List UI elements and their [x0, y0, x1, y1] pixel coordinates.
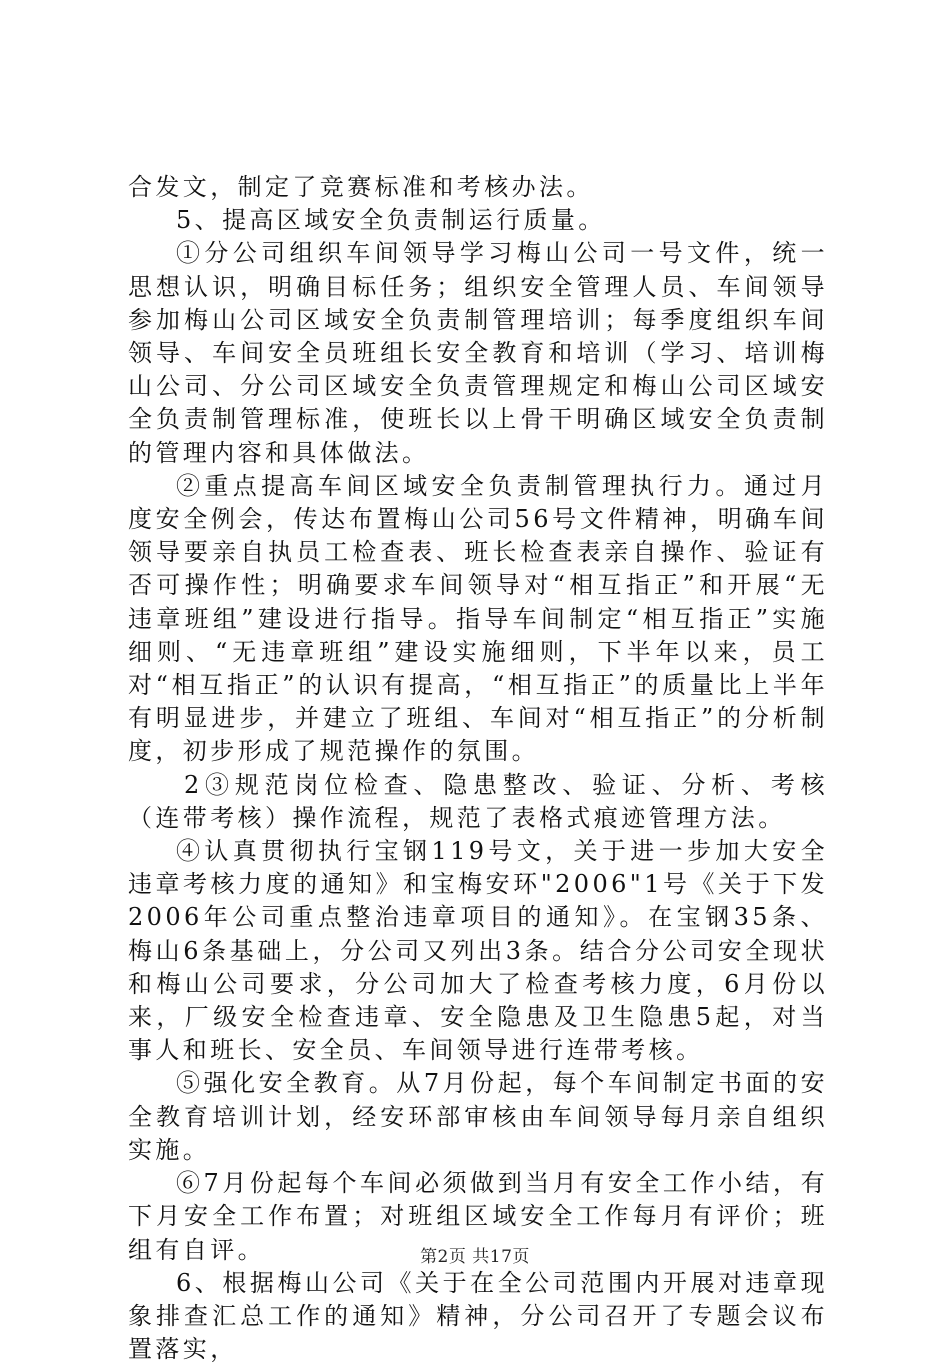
page-number-footer: 第2页 共17页	[420, 1247, 530, 1267]
paragraph: 6、根据梅山公司《关于在全公司范围内开展对违章现象排查汇总工作的通知》精神，分公司召开了专题会议布置落实，	[128, 1268, 828, 1364]
paragraph: ②重点提高车间区域安全负责制管理执行力。通过月度安全例会，传达布置梅山公司56号文件精神，明确车间领导要亲自执员工检查表、班长检查表亲自操作、验证有否可操作性；明确要求车间领导对“相互指正”和开展“无违章班组”建设进行指导。指导车间制定“相互指正”实施细则、“无违章班组”建设实施细则，下半年以来，员工对“相互指正”的认识有提高，“相互指正”的质量比上半年有明显进步，并建立了班组、车间对“相互指正”的分析制度，初步形成了规范操作的氛围。	[128, 471, 828, 766]
paragraph: ④认真贯彻执行宝钢119号文，关于进一步加大安全违章考核力度的通知》和宝梅安环"2006"1号《关于下发2006年公司重点整治违章项目的通知》。在宝钢35条、梅山6条基础上，分公司又列出3条。结合分公司安全现状和梅山公司要求，分公司加大了检查考核力度，6月份以来，厂级安全检查违章、安全隐患及卫生隐患5起，对当事人和班长、安全员、车间领导进行连带考核。	[128, 837, 828, 1065]
paragraph: 5、提高区域安全负责制运行质量。	[176, 206, 606, 235]
paragraph: 2③规范岗位检查、隐患整改、验证、分析、考核（连带考核）操作流程，规范了表格式痕迹管理方法。	[128, 770, 828, 832]
paragraph: 合发文，制定了竞赛标准和考核办法。	[128, 173, 594, 201]
paragraph: ⑤强化安全教育。从7月份起，每个车间制定书面的安全教育培训计划，经安环部审核由车间领导每月亲自组织实施。	[128, 1069, 828, 1164]
paragraph: ①分公司组织车间领导学习梅山公司一号文件，统一思想认识，明确目标任务；组织安全管理人员、车间领导参加梅山公司区域安全负责制管理培训；每季度组织车间领导、车间安全员班组长安全教育和培训（学习、培训梅山公司、分公司区域安全负责管理规定和梅山公司区域安全负责制管理标准，使班长以上骨干明确区域安全负责制的管理内容和具体做法。	[128, 239, 828, 467]
document-body	[128, 171, 828, 1366]
paragraph: ⑥7月份起每个车间必须做到当月有安全工作小结，有下月安全工作布置；对班组区域安全工作每月有评价；班组有自评。	[128, 1169, 828, 1264]
